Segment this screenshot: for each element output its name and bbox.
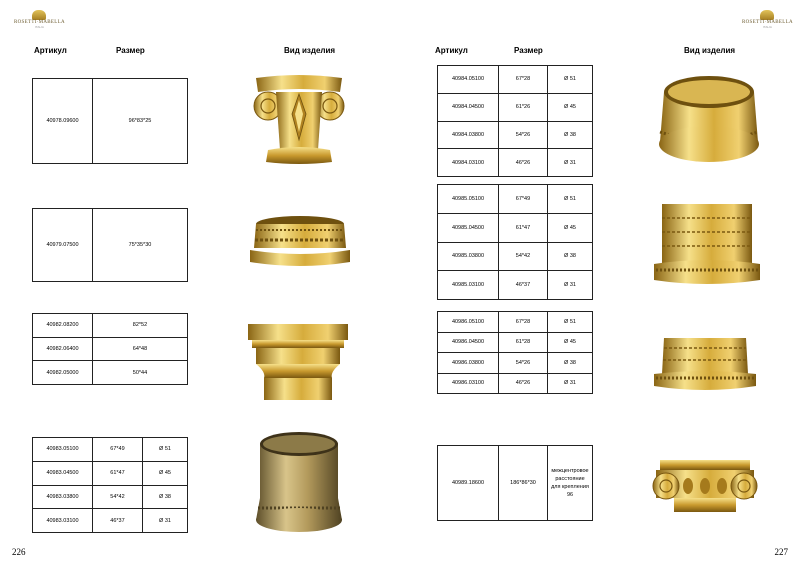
size-cell: 54*26 (499, 353, 548, 374)
brand-logo-left: ROSETTI·MABELLA ITALIA (14, 10, 65, 29)
article-cell: 40983.03100 (33, 509, 93, 533)
size-cell: 96*83*25 (93, 79, 188, 164)
size-cell: 54*42 (499, 242, 548, 271)
table-row (438, 373, 593, 394)
table-row (438, 121, 593, 149)
size-cell: 67*49 (499, 185, 548, 214)
table-row (33, 461, 188, 485)
swan-icon (32, 10, 46, 20)
size-cell: 75*35*30 (93, 209, 188, 282)
size-cell: 46*26 (499, 373, 548, 394)
table-row (33, 337, 188, 361)
size-cell: 50*44 (93, 361, 188, 385)
table-row (33, 509, 188, 533)
article-cell: 40983.04500 (33, 461, 93, 485)
article-cell: 40984.05100 (438, 66, 499, 94)
size-cell: 64*48 (93, 337, 188, 361)
article-cell: 40984.03800 (438, 121, 499, 149)
article-cell: 40979.07500 (33, 209, 93, 282)
size-cell: 46*37 (499, 271, 548, 300)
size-cell: 67*28 (499, 312, 548, 333)
article-cell: 40982.06400 (33, 337, 93, 361)
article-cell: 40986.04500 (438, 332, 499, 353)
product-image-bronze-ring (254, 428, 344, 540)
diameter-cell: Ø 31 (548, 271, 593, 300)
table-row (438, 446, 593, 521)
diameter-cell: Ø 45 (548, 93, 593, 121)
table-row (438, 242, 593, 271)
table-row (33, 314, 188, 338)
diameter-cell: Ø 31 (548, 149, 593, 177)
product-image-tall-ring (652, 198, 762, 288)
table-row (438, 353, 593, 374)
diameter-cell: Ø 38 (548, 242, 593, 271)
size-cell: 67*28 (499, 66, 548, 94)
product-image-short-ring (652, 332, 758, 394)
article-cell: 40978.09600 (33, 79, 93, 164)
size-cell: 54*42 (93, 485, 143, 509)
product-table-40989 (437, 445, 593, 521)
size-cell: 186*86*30 (499, 446, 548, 521)
size-cell: 82*52 (93, 314, 188, 338)
size-cell: 61*47 (93, 461, 143, 485)
article-cell: 40983.05100 (33, 438, 93, 462)
note-cell: межцентровое расстояние для крепления 96 (548, 446, 593, 521)
diameter-cell: Ø 45 (548, 332, 593, 353)
diameter-cell: Ø 45 (548, 213, 593, 242)
article-cell: 40986.05100 (438, 312, 499, 333)
article-cell: 40982.08200 (33, 314, 93, 338)
product-table-40979 (32, 208, 188, 282)
size-cell: 46*26 (499, 149, 548, 177)
swan-icon (760, 10, 774, 20)
diameter-cell: Ø 51 (143, 438, 188, 462)
product-image-plain-capital (246, 322, 350, 402)
article-cell: 40984.03100 (438, 149, 499, 177)
table-row (438, 332, 593, 353)
page-number-right: 227 (774, 547, 788, 557)
diameter-cell: Ø 38 (548, 353, 593, 374)
table-row (33, 438, 188, 462)
table-row (438, 185, 593, 214)
table-row (438, 149, 593, 177)
table-row (33, 79, 188, 164)
table-row (438, 66, 593, 94)
header-size-right: Размер (514, 46, 543, 55)
diameter-cell: Ø 51 (548, 66, 593, 94)
diameter-cell: Ø 31 (143, 509, 188, 533)
diameter-cell: Ø 51 (548, 185, 593, 214)
size-cell: 61*26 (499, 93, 548, 121)
header-view-right: Вид изделия (684, 46, 736, 55)
article-cell: 40984.04500 (438, 93, 499, 121)
table-row (438, 213, 593, 242)
size-cell: 67*49 (93, 438, 143, 462)
product-image-capital-ornate (246, 70, 352, 168)
diameter-cell: Ø 45 (143, 461, 188, 485)
article-cell: 40983.03800 (33, 485, 93, 509)
table-row (33, 209, 188, 282)
product-table-40978 (32, 78, 188, 164)
product-table-40985 (437, 184, 593, 300)
size-cell: 61*47 (499, 213, 548, 242)
article-cell: 40982.05000 (33, 361, 93, 385)
article-cell: 40986.03800 (438, 353, 499, 374)
product-table-40982 (32, 313, 188, 385)
diameter-cell: Ø 38 (548, 121, 593, 149)
article-cell: 40986.03100 (438, 373, 499, 394)
product-table-40983 (32, 437, 188, 533)
header-article-left: Артикул (34, 46, 67, 55)
size-cell: 46*37 (93, 509, 143, 533)
product-image-gold-ring (656, 72, 762, 168)
page-number-left: 226 (12, 547, 26, 557)
article-cell: 40985.04500 (438, 213, 499, 242)
table-row (438, 312, 593, 333)
article-cell: 40985.03100 (438, 271, 499, 300)
diameter-cell: Ø 51 (548, 312, 593, 333)
header-article-right: Артикул (435, 46, 468, 55)
product-image-ionic-capital (650, 458, 760, 514)
diameter-cell: Ø 31 (548, 373, 593, 394)
diameter-cell: Ø 38 (143, 485, 188, 509)
product-table-40984 (437, 65, 593, 177)
table-row (33, 361, 188, 385)
table-row (438, 271, 593, 300)
size-cell: 61*28 (499, 332, 548, 353)
article-cell: 40989.18600 (438, 446, 499, 521)
header-size-left: Размер (116, 46, 145, 55)
product-image-ornamented-base (248, 212, 352, 272)
size-cell: 54*26 (499, 121, 548, 149)
product-table-40986 (437, 311, 593, 394)
table-row (438, 93, 593, 121)
header-view-left: Вид изделия (284, 46, 336, 55)
brand-logo-right: ROSETTI·MABELLA ITALIA (742, 10, 793, 29)
article-cell: 40985.03800 (438, 242, 499, 271)
table-row (33, 485, 188, 509)
article-cell: 40985.05100 (438, 185, 499, 214)
